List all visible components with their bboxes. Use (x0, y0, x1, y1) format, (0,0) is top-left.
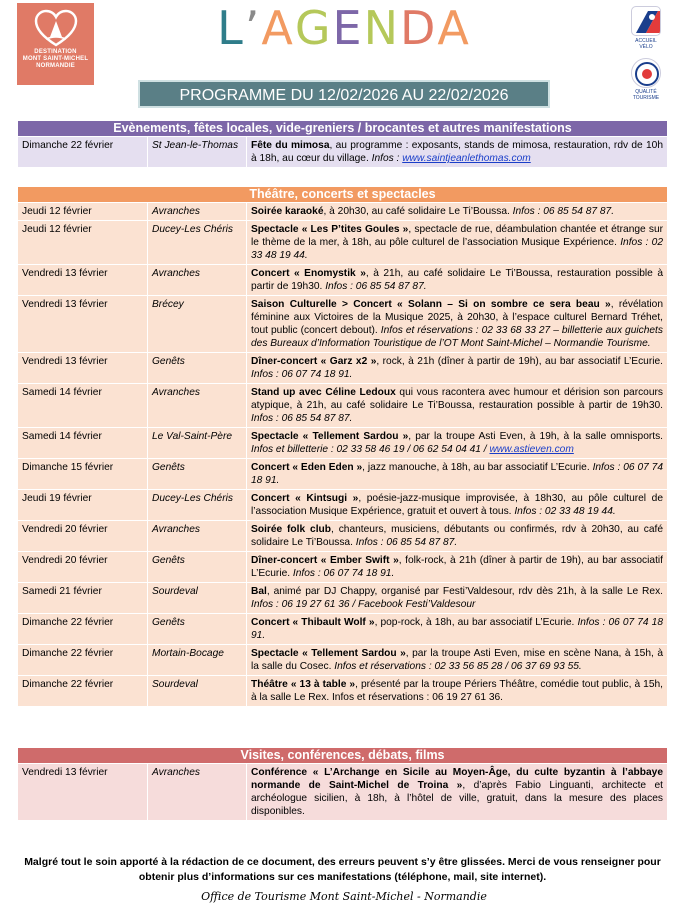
event-date: Vendredi 13 février (18, 265, 148, 296)
event-date: Vendredi 20 février (18, 552, 148, 583)
event-description (247, 490, 668, 521)
section-title: Théâtre, concerts et spectacles (18, 187, 668, 203)
event-date: Dimanche 22 février (18, 676, 148, 707)
event-info: Infos : 06 07 74 18 91. (251, 617, 663, 641)
event-details: , par la troupe Asti Even, mise en scène Nana, à 15h, à la salle du Cosec. (251, 648, 663, 672)
event-details: , jazz manouche, à 18h, au bar associatif L’Ecurie. (362, 462, 593, 473)
disclaimer-note: Malgré tout le soin apporté à la rédaction de ce document, des erreurs peuvent s’y être glissées. Merci de vous renseigner pour obtenir plus d’informations sur ces manifestations (téléphone, mail, site internet). (24, 856, 661, 883)
event-name: Fête du mimosa (251, 140, 330, 151)
event-details: qui vous racontera avec humour et dérision son parcours atypique, à 21h, au café solidaire Le Ti’Boussa, restauration possible à partir de 19h30. (251, 387, 664, 411)
event-date: Vendredi 13 février (18, 764, 148, 821)
logo-line-1: DESTINATION (34, 49, 77, 55)
event-description (247, 384, 668, 428)
event-place: Avranches (148, 265, 247, 296)
event-name: Concert « Kintsugi » (251, 493, 359, 504)
event-info: Infos : 02 33 48 19 44. (514, 506, 616, 517)
event-description (247, 459, 668, 490)
table-row (18, 552, 668, 583)
event-description (247, 521, 668, 552)
event-name: Saison Culturelle > Concert « Solann – Si on sombre ce sera beau » (251, 299, 611, 310)
event-details: , révélation féminine aux Victoires de la Musique 2025, à 20h30, à l’espace culturel Bernard Tréhet, tout public (concert debout). (251, 299, 663, 336)
event-place: St Jean-le-Thomas (148, 137, 247, 168)
event-info: Infos : 02 33 48 19 44. (251, 237, 663, 261)
event-name: Soirée karaoké (251, 206, 324, 217)
table-row (18, 521, 668, 552)
event-description (247, 221, 668, 265)
table-row (18, 583, 668, 614)
event-place: Ducey-Les Chéris (148, 221, 247, 265)
title-letter: N (363, 1, 400, 55)
event-place: Genêts (148, 459, 247, 490)
event-name: Soirée folk club (251, 524, 331, 535)
event-description (247, 428, 668, 459)
event-info: Infos : 06 85 54 87 87. (251, 413, 353, 424)
event-place: Genêts (148, 552, 247, 583)
title-letter: G (294, 1, 333, 55)
event-details: , au programme : exposants, stands de mimosa, restauration, rdv de 10h à 18h, au cœur du village. (251, 140, 663, 164)
event-date: Vendredi 20 février (18, 521, 148, 552)
event-place: Le Val-Saint-Père (148, 428, 247, 459)
table-row (18, 353, 668, 384)
title-letter: L (217, 1, 245, 55)
event-info: Infos : 06 85 54 87 87. (512, 206, 615, 217)
event-date: Jeudi 19 février (18, 490, 148, 521)
event-description (247, 203, 668, 221)
title-letter: A (437, 1, 471, 55)
table-row (18, 764, 668, 821)
event-name: Bal (251, 586, 267, 597)
quality-label-icon (631, 58, 661, 88)
event-date: Dimanche 22 février (18, 137, 148, 168)
event-place: Genêts (148, 353, 247, 384)
table-row (18, 428, 668, 459)
event-name: Stand up avec Céline Ledoux (251, 387, 396, 398)
event-info: Infos : (371, 153, 403, 164)
event-place: Sourdeval (148, 676, 247, 707)
event-place: Ducey-Les Chéris (148, 490, 247, 521)
quality-label-text: QUALITÉ TOURISME (632, 89, 660, 101)
event-name: Conférence « L’Archange en Sicile au Moyen-Âge, du culte byzantin à l’abbaye normande de Saint-Michel de Troina » (251, 767, 663, 791)
event-date: Dimanche 22 février (18, 614, 148, 645)
section-title: Evènements, fêtes locales, vide-greniers / brocantes et autres manifestations (18, 121, 668, 137)
table-row (18, 676, 668, 707)
title-letter: D (400, 1, 438, 55)
logo-line-2: MONT SAINT-MICHEL (22, 56, 89, 62)
signature: Office de Tourisme Mont Saint-Michel - Normandie (201, 890, 487, 903)
table-row (18, 203, 668, 221)
event-description (247, 645, 668, 676)
event-name: Spectacle « Tellement Sardou » (251, 648, 406, 659)
logo-line-3: NORMANDIE (36, 63, 75, 69)
event-info: Infos : 06 19 27 61 36 / Facebook Festi’Valdesour (251, 599, 476, 610)
event-date: Samedi 21 février (18, 583, 148, 614)
event-place: Mortain-Bocage (148, 645, 247, 676)
table-row (18, 459, 668, 490)
event-info: Infos et réservations : 02 33 68 33 27 – billetterie aux guichets des Bureaux d’Information Touristique de l’OT Mont Saint-Michel – Normandie Tourisme. (251, 325, 663, 349)
title-letter: E (332, 1, 364, 55)
event-description (247, 353, 668, 384)
event-description (247, 676, 668, 707)
title-letter: ’ (244, 1, 262, 55)
event-place: Genêts (148, 614, 247, 645)
event-description (247, 614, 668, 645)
event-date: Jeudi 12 février (18, 203, 148, 221)
section-title: Visites, conférences, débats, films (18, 748, 668, 764)
event-name: Dîner-concert « Ember Swift » (251, 555, 399, 566)
event-details: , à 21h, au café solidaire Le Ti’Boussa, restauration possible à partir de 19h30. (251, 268, 663, 292)
event-date: Jeudi 12 février (18, 221, 148, 265)
event-details: , pop-rock, à 18h, au bar associatif L’Ecurie. (374, 617, 578, 628)
event-info: Infos : 06 07 74 18 91. (251, 462, 664, 486)
event-details: , poésie-jazz-musique improvisée, à 18h30, au pôle culturel de l’association Musique Expérience, gratuit et ouvert à tous. (251, 493, 663, 517)
event-details: , par la troupe Asti Even, à 19h, à la salle omnisports. (408, 431, 664, 442)
event-details: , folk-rock, à 21h (dîner à partir de 19h), au bar associatif L’Ecurie. (251, 555, 663, 579)
event-description (247, 583, 668, 614)
event-date: Dimanche 15 février (18, 459, 148, 490)
table-row (18, 296, 668, 353)
program-banner: PROGRAMME DU 12/02/2026 AU 22/02/2026 (138, 80, 550, 108)
event-date: Samedi 14 février (18, 428, 148, 459)
event-name: Spectacle « Les P’tites Goules » (251, 224, 409, 235)
event-name: Concert « Eden Eden » (251, 462, 363, 473)
event-date: Samedi 14 février (18, 384, 148, 428)
event-details: , d’après Fabio Linguanti, architecte et archéologue sicilien, à 18h, à l’hôtel de ville, gratuit, dans la mesure des places disponibles. (251, 780, 663, 817)
bike-label-text: ACCUEIL VÉLO (635, 38, 657, 50)
event-description (247, 764, 668, 821)
table-row (18, 221, 668, 265)
event-place: Sourdeval (148, 583, 247, 614)
table-row (18, 384, 668, 428)
labels-logo (628, 6, 664, 101)
event-description (247, 265, 668, 296)
event-name: Concert « Enomystik » (251, 268, 366, 279)
event-date: Vendredi 13 février (18, 296, 148, 353)
table-row (18, 137, 668, 168)
event-details: , spectacle de rue, déambulation chantée et étrange sur le thème de la mer, à 18h, au pôle culturel de l’association Musique Expérience. (251, 224, 663, 248)
event-details: , présenté par la troupe Périers Théâtre, comédie tout public, à 15h, à la salle Le Rex. Infos et réservations : 06 19 27 61 36. (251, 679, 664, 703)
table-row (18, 614, 668, 645)
event-name: Concert « Thibault Wolf » (251, 617, 375, 628)
section-shows (17, 186, 668, 707)
event-description (247, 137, 668, 168)
event-place: Avranches (148, 764, 247, 821)
event-date: Dimanche 22 février (18, 645, 148, 676)
event-name: Dîner-concert « Garz x2 » (251, 356, 377, 367)
event-link[interactable]: www.astieven.com (489, 444, 574, 455)
event-details: , rock, à 21h (dîner à partir de 19h), au bar associatif L’Ecurie. (376, 356, 663, 367)
table-row (18, 265, 668, 296)
event-place: Avranches (148, 521, 247, 552)
event-details: , animé par DJ Chappy, organisé par Festi’Valdesour, rdv dès 21h, à la salle Le Rex. (266, 586, 663, 597)
event-info: Infos : 06 85 54 87 87. (355, 537, 458, 548)
event-place: Avranches (148, 203, 247, 221)
event-place: Brécey (148, 296, 247, 353)
event-name: Spectacle « Tellement Sardou » (251, 431, 409, 442)
event-info: Infos : 06 07 74 18 91. (251, 369, 353, 380)
event-info: Infos : 06 85 54 87 87. (325, 281, 427, 292)
event-details: , chanteurs, musiciens, débutants ou confirmés, rdv à 20h30, au café solidaire Le Ti’Boussa. (251, 524, 664, 548)
title-letter: A (261, 1, 295, 55)
table-row (18, 490, 668, 521)
page-title (0, 0, 688, 56)
section-visits (17, 747, 668, 821)
event-info: Infos et réservations : 02 33 56 85 28 / 06 37 69 93 55. (334, 661, 582, 672)
table-row (18, 645, 668, 676)
event-link[interactable]: www.saintjeanlethomas.com (402, 153, 531, 164)
section-events (17, 120, 668, 168)
event-details: , à 20h30, au café solidaire Le Ti’Boussa. (323, 206, 513, 217)
event-name: Théâtre « 13 à table » (251, 679, 356, 690)
event-description (247, 552, 668, 583)
event-info: Infos et billetterie : 02 33 58 46 19 / 06 62 54 04 41 / (251, 444, 490, 455)
event-info: Infos : 06 07 74 18 91. (292, 568, 395, 579)
event-description (247, 296, 668, 353)
bike-label-icon (631, 6, 661, 36)
event-place: Avranches (148, 384, 247, 428)
event-date: Vendredi 13 février (18, 353, 148, 384)
